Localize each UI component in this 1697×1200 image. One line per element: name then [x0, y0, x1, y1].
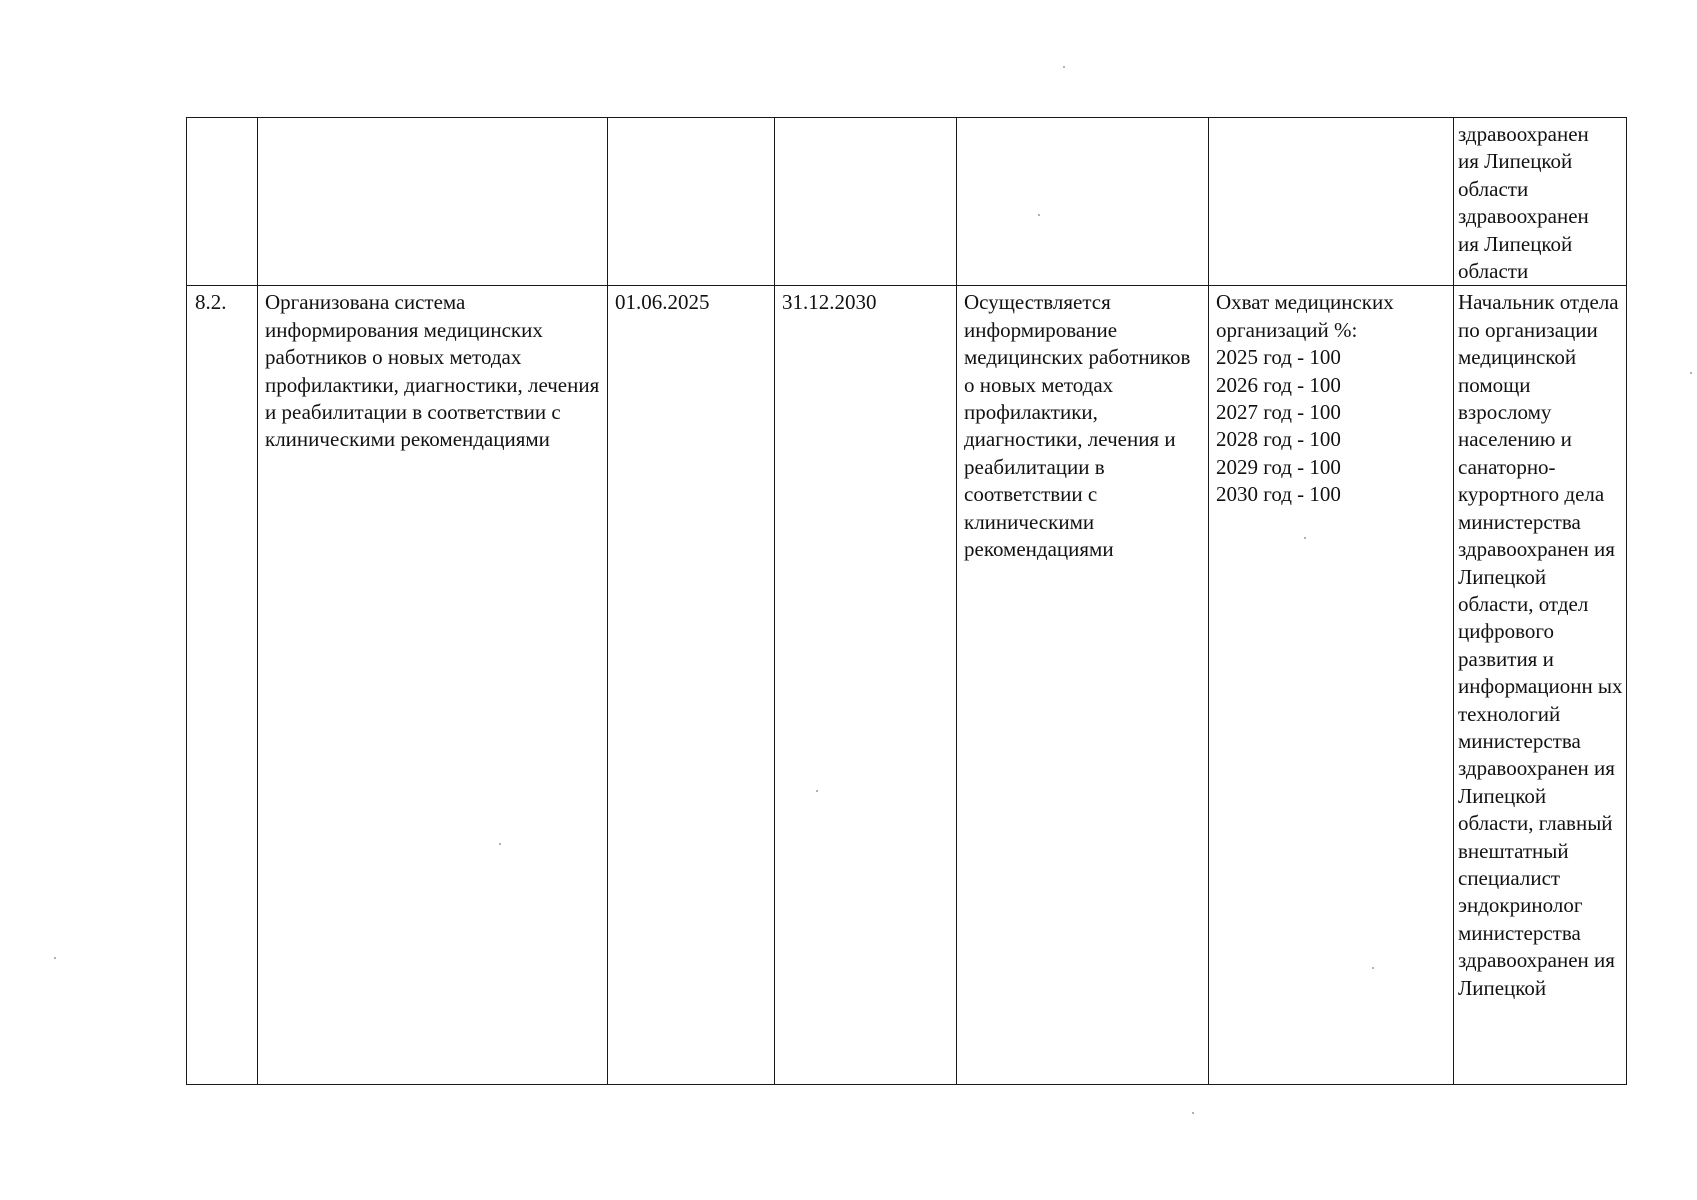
- cell-number: [187, 118, 258, 286]
- cell-result: Осуществляется информирование медицинских работников о новых методах профилактики, диагностики, лечения и реабилитации в соответствии с клиническими рекомендациями: [957, 286, 1209, 1085]
- scan-speck: [1192, 1112, 1194, 1114]
- scan-speck: [1063, 66, 1065, 68]
- cell-result: [957, 118, 1209, 286]
- scan-speck: [54, 957, 56, 959]
- cell-start-date: 01.06.2025: [608, 286, 775, 1085]
- table-row-continuation: [187, 118, 1627, 286]
- cell-number: 8.2.: [187, 286, 258, 1085]
- plan-table: [186, 117, 1627, 1085]
- cell-event: Организована система информирования медицинских работников о новых методах профилактики, диагностики, лечения и реабилитации в соответствии с клиническими рекомендациями: [258, 286, 608, 1085]
- cell-indicator: Охват медицинских организаций %: 2025 год - 100 2026 год - 100 2027 год - 100 2028 год - 100 2029 год - 100 2030 год - 100: [1209, 286, 1454, 1085]
- cell-responsible: здравоохранен ия Липецкой области здравоохранен ия Липецкой области: [1454, 118, 1627, 286]
- scan-speck: [1690, 372, 1692, 374]
- cell-event: [258, 118, 608, 286]
- cell-start-date: [608, 118, 775, 286]
- cell-responsible: Начальник отдела по организации медицинской помощи взрослому населению и санаторно-курортного дела министерства здравоохранен ия Липецкой области, отдел цифрового развития и информационн ых технологий министерства здравоохранен ия Липецкой области, главный внештатный специалист эндокринолог министерства здравоохранен ия Липецкой: [1454, 286, 1627, 1085]
- cell-end-date: [775, 118, 957, 286]
- cell-indicator: [1209, 118, 1454, 286]
- table-row-8-2: [187, 286, 1627, 1085]
- cell-end-date: 31.12.2030: [775, 286, 957, 1085]
